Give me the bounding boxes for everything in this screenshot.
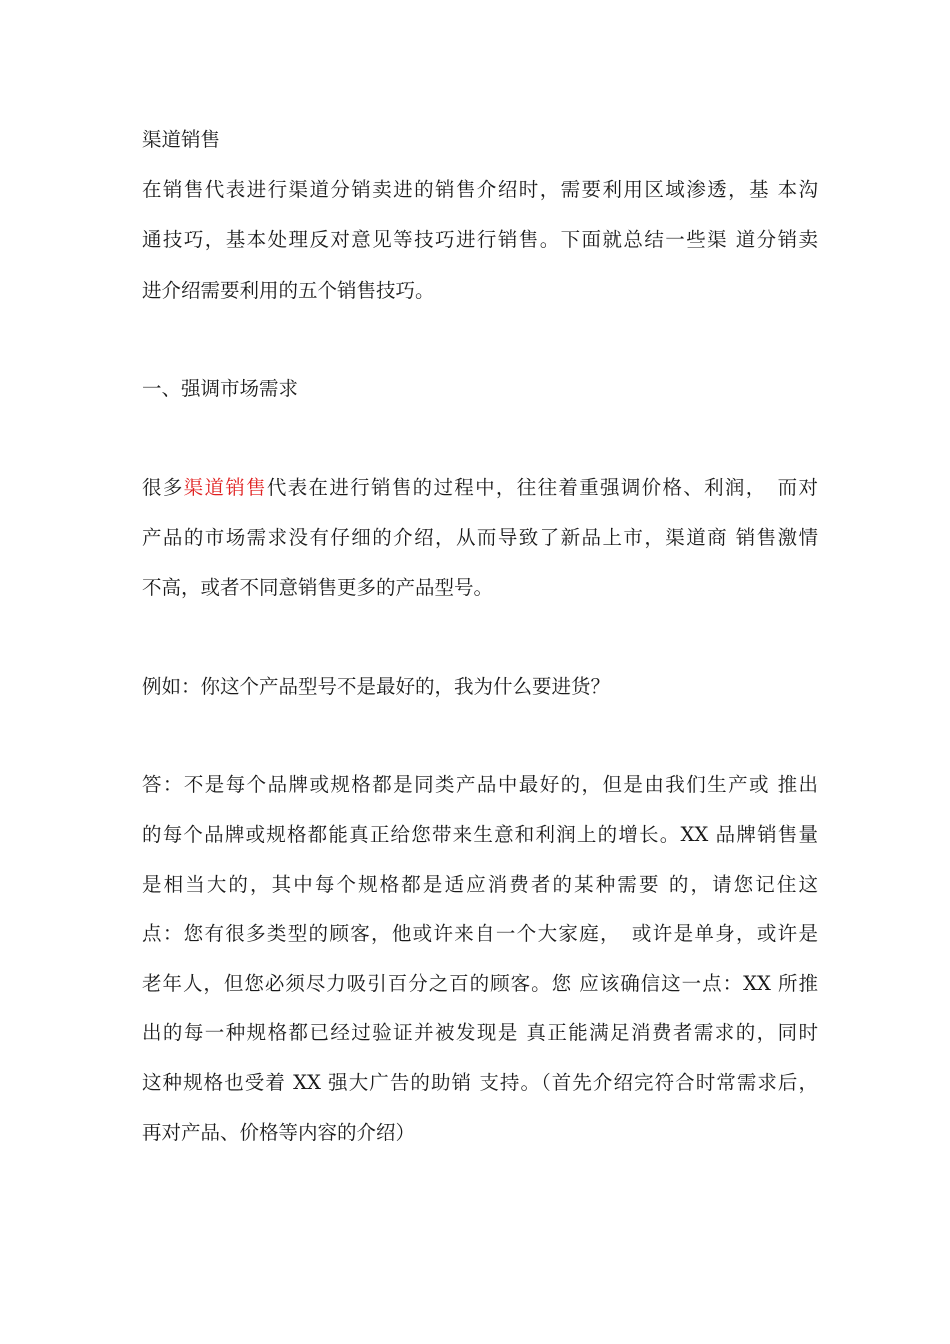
- intro-line-1: 在销售代表进行渠道分销卖进的销售介绍时，需要利用区域渗透，基 本沟: [142, 178, 818, 201]
- para1-suffix: 代表在进行销售的过程中，往往着重强调价格、利润， 而对: [266, 476, 818, 499]
- answer-line-4: 点：您有很多类型的顾客，他或许来自一个大家庭， 或许是单身，或许是: [142, 922, 818, 945]
- answer-line-5: 老年人，但您必须尽力吸引百分之百的顾客。您 应该确信这一点：XX 所推: [142, 972, 818, 995]
- answer-line-6: 出的每一种规格都已经过验证并被发现是 真正能满足消费者需求的，同时: [142, 1021, 818, 1044]
- channel-sales-highlight: 渠道销售: [183, 476, 267, 499]
- intro-line-2: 通技巧，基本处理反对意见等技巧进行销售。下面就总结一些渠 道分销卖: [142, 228, 818, 251]
- para1-prefix: 很多: [142, 476, 184, 499]
- para1-line-2: 产品的市场需求没有仔细的介绍，从而导致了新品上市，渠道商 销售激情: [142, 526, 818, 549]
- answer-line-3: 是相当大的，其中每个规格都是适应消费者的某种需要 的，请您记住这: [142, 873, 818, 896]
- intro-line-3: 进介绍需要利用的五个销售技巧。: [142, 279, 435, 302]
- answer-line-8: 再对产品、价格等内容的介绍）: [142, 1121, 416, 1144]
- section-heading: 一、强调市场需求: [142, 377, 299, 400]
- answer-line-2: 的每个品牌或规格都能真正给您带来生意和利润上的增长。XX 品牌销售量: [142, 823, 818, 846]
- answer-line-7: 这种规格也受着 XX 强大广告的助销 支持。（首先介绍完符合时常需求后，: [142, 1071, 818, 1094]
- document-title: 渠道销售: [142, 128, 221, 151]
- example-question: 例如：你这个产品型号不是最好的，我为什么要进货？: [142, 675, 611, 698]
- para1-line-1: [142, 476, 818, 500]
- para1-line-3: 不高，或者不同意销售更多的产品型号。: [142, 576, 494, 599]
- answer-line-1: 答：不是每个品牌或规格都是同类产品中最好的，但是由我们生产或 推出: [142, 773, 818, 796]
